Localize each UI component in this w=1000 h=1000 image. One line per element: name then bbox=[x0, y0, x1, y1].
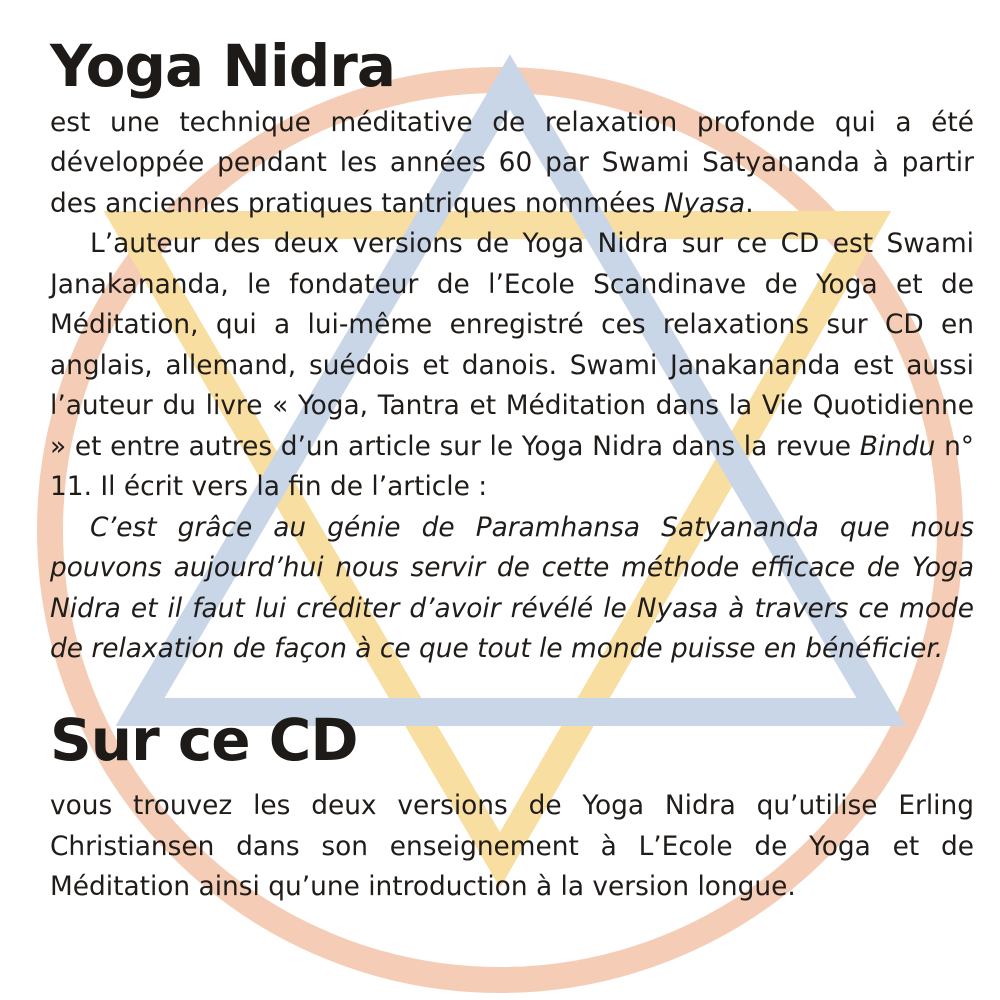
author-text-part2: n° 11. Il écrit vers la fin de l’article : bbox=[50, 430, 974, 502]
section-title: Sur ce CD bbox=[50, 705, 358, 774]
cd-paragraph: vous trouvez les deux versions de Yoga Nidra qu’utilise Erling Christiansen dans son enseignement à L’Ecole de Yoga et de Méditation ainsi qu’une introduction à la version longue. bbox=[50, 790, 974, 902]
intro-end: . bbox=[745, 187, 754, 219]
intro-paragraph bbox=[50, 103, 974, 225]
author-paragraph bbox=[50, 224, 974, 508]
section-yoga-nidra bbox=[50, 30, 974, 670]
intro-text: est une technique méditative de relaxation profonde qui a été développée pendant les années 60 par Swami Satyananda à partir des anciennes pratiques tantriques nommées bbox=[50, 106, 974, 219]
section-title: Yoga Nidra bbox=[50, 32, 396, 100]
section-sur-ce-cd bbox=[50, 704, 974, 908]
section-body bbox=[50, 103, 974, 670]
author-text-part1: L’auteur des deux versions de Yoga Nidra sur ce CD est Swami Janakananda, le fondateur de l’Ecole Scandinave de Yoga et de Méditation, qui a lui-même enregistré ces relaxations sur CD en anglais, allemand, suédois et danois. Swami Janakananda est aussi l’auteur du livre « Yoga, Tantra et Méditation dans la Vie Quotidienne » et entre autres d’un article sur le Yoga Nidra dans la revue bbox=[50, 228, 974, 462]
magazine-name: Bindu bbox=[859, 430, 936, 462]
intro-italic-term: Nyasa bbox=[663, 187, 746, 219]
quote-paragraph: C’est grâce au génie de Paramhansa Satyananda que nous pouvons aujourd’hui nous servir de cette méthode efficace de Yoga Nidra et il faut lui créditer d’avoir révélé le Nyasa à travers ce mode de relaxation de façon à ce que tout le monde puisse en bénéficier. bbox=[50, 511, 974, 664]
section-body bbox=[50, 786, 974, 908]
